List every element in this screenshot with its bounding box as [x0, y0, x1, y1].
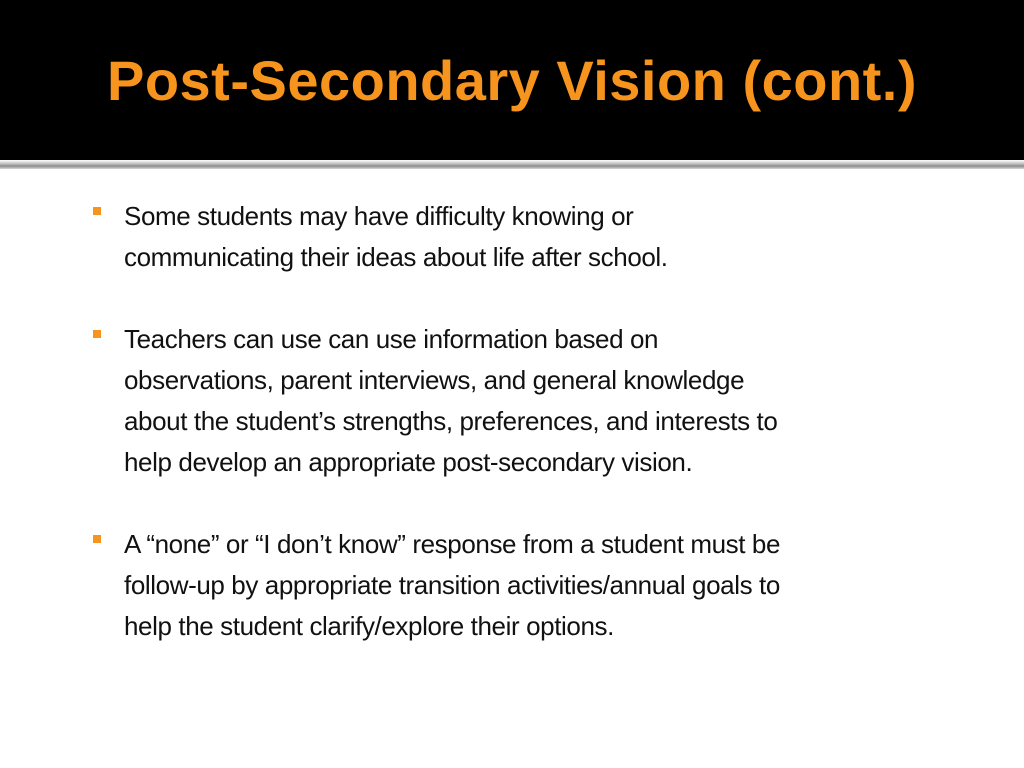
title-divider: [0, 160, 1024, 169]
square-bullet-icon: [93, 535, 101, 543]
bullet-text: A “none” or “I don’t know” response from a student must be follow-up by appropriate transition activities/annual goals to help the student clarify/explore their options.: [124, 529, 781, 641]
bullet-text: Some students may have difficulty knowing or communicating their ideas about life after school.: [124, 201, 668, 272]
slide-title: Post-Secondary Vision (cont.): [106, 49, 918, 112]
list-item: [0, 196, 1024, 278]
list-item: [0, 319, 1024, 483]
title-bar: [0, 0, 1024, 160]
square-bullet-icon: [93, 207, 101, 215]
list-item: [0, 524, 1024, 647]
square-bullet-icon: [93, 330, 101, 338]
bullet-list: [0, 196, 1024, 688]
bullet-text: Teachers can use can use information based on observations, parent interviews, and general knowledge about the student’s strengths, preferences, and interests to help develop an appropriate post-secondary vision.: [124, 324, 778, 477]
